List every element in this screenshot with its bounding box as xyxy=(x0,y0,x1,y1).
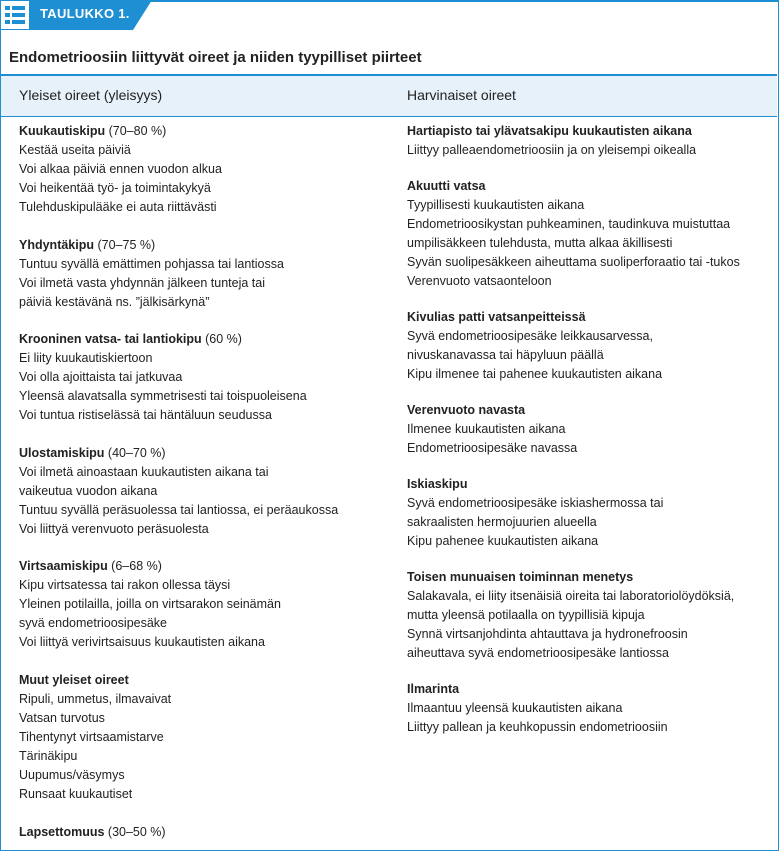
symptom-detail: Liittyy palleaendometrioosiin ja on yleisempi oikealla xyxy=(407,143,697,157)
symptom-section xyxy=(407,122,772,160)
header-common-symptoms: Yleiset oireet (yleisyys) xyxy=(19,87,163,103)
symptom-heading xyxy=(19,823,389,842)
symptom-section xyxy=(19,444,389,539)
symptom-prevalence: (70–80 %) xyxy=(105,124,167,138)
symptom-detail: nivuskanavassa tai häpyluun päällä xyxy=(407,348,604,362)
symptom-section xyxy=(19,122,389,217)
symptom-detail: aiheuttava syvä endometrioosipesäke lantiossa xyxy=(407,646,669,660)
symptom-heading xyxy=(407,680,772,699)
symptom-prevalence: (70–75 %) xyxy=(94,237,156,252)
symptom-section xyxy=(407,568,772,663)
symptom-detail: mutta yleensä potilaalla on tyypillisiä kipuja xyxy=(407,608,645,622)
symptom-detail: Ilmenee kuukautisten aikana xyxy=(407,422,566,436)
symptom-detail: Tulehduskipulääke ei auta riittävästi xyxy=(19,200,217,214)
symptom-heading xyxy=(19,671,389,690)
symptom-heading xyxy=(407,177,772,196)
symptom-detail: Voi alkaa päiviä ennen vuodon alkua xyxy=(19,162,222,176)
symptom-heading xyxy=(407,568,772,587)
symptom-name: Akuutti vatsa xyxy=(407,179,486,193)
symptom-section xyxy=(19,236,389,312)
symptom-name: Krooninen vatsa- tai lantiokipu xyxy=(19,332,202,347)
header-top-rule xyxy=(1,74,777,76)
symptom-detail: Tuntuu syvällä peräsuolessa tai lantiossa, ei peräaukossa xyxy=(19,502,339,517)
symptom-section xyxy=(19,671,389,804)
header-bottom-rule xyxy=(1,116,777,117)
symptom-detail: Tyypillisesti kuukautisten aikana xyxy=(407,198,585,212)
symptom-heading xyxy=(19,122,389,141)
symptom-detail: Ilmaantuu yleensä kuukautisten aikana xyxy=(407,701,623,715)
symptom-detail: Runsaat kuukautiset xyxy=(19,786,133,801)
symptom-name: Ulostamiskipu xyxy=(19,445,105,460)
symptom-section xyxy=(407,401,772,458)
symptom-detail: Kipu virtsatessa tai rakon ollessa täysi xyxy=(19,578,231,593)
symptom-prevalence: (40–70 %) xyxy=(104,445,166,460)
symptom-detail: päiviä kestävänä ns. ”jälkisärkynä” xyxy=(19,294,210,309)
symptom-detail: Liittyy pallean ja keuhkopussin endometrioosiin xyxy=(407,720,668,734)
symptom-detail: vaikeutua vuodon aikana xyxy=(19,483,158,498)
symptom-detail: sakraalisten hermojuurien alueella xyxy=(407,515,597,529)
symptom-detail: Salakavala, ei liity itsenäisiä oireita tai laboratoriolöydöksiä, xyxy=(407,589,735,603)
symptom-name: Muut yleiset oireet xyxy=(19,672,129,687)
symptom-prevalence: (60 %) xyxy=(201,332,242,347)
symptom-detail: Kestää useita päiviä xyxy=(19,143,131,157)
symptom-detail: Kipu pahenee kuukautisten aikana xyxy=(407,534,599,548)
header-rare-symptoms: Harvinaiset oireet xyxy=(407,87,516,103)
symptom-detail: Uupumus/väsymys xyxy=(19,767,125,782)
symptom-detail: Yleensä alavatsalla symmetrisesti tai toispuoleisena xyxy=(19,389,307,404)
symptom-detail: Voi heikentää työ- ja toimintakykyä xyxy=(19,181,211,195)
symptom-detail: Tuntuu syvällä emättimen pohjassa tai lantiossa xyxy=(19,256,284,271)
symptom-heading xyxy=(407,475,772,494)
table-list-icon xyxy=(0,0,30,30)
symptom-heading xyxy=(19,557,389,576)
symptom-detail: Ripuli, ummetus, ilmavaivat xyxy=(19,691,172,706)
symptom-detail: Ei liity kuukautiskiertoon xyxy=(19,351,153,366)
symptom-detail: Endometrioosikystan puhkeaminen, taudinkuva muistuttaa xyxy=(407,217,731,231)
symptom-prevalence: (6–68 %) xyxy=(107,559,162,574)
common-symptoms-column xyxy=(19,122,389,860)
symptom-heading xyxy=(407,401,772,420)
symptom-detail: Endometrioosipesäke navassa xyxy=(407,441,578,455)
symptom-detail: Tihentynyt virtsaamistarve xyxy=(19,729,164,744)
symptom-name: Lapsettomuus xyxy=(19,824,105,839)
symptom-name: Virtsaamiskipu xyxy=(19,559,108,574)
symptom-name: Verenvuoto navasta xyxy=(407,403,526,417)
symptom-detail: Tärinäkipu xyxy=(19,748,78,763)
symptom-section xyxy=(19,557,389,652)
rare-symptoms-column xyxy=(407,122,772,754)
symptom-detail: Syvä endometrioosipesäke iskiashermossa tai xyxy=(407,496,664,510)
symptom-section xyxy=(407,680,772,737)
symptom-name: Kivulias patti vatsanpeitteissä xyxy=(407,310,586,324)
symptom-name: Kuukautiskipu xyxy=(19,124,106,138)
symptom-detail: Verenvuoto vatsaonteloon xyxy=(407,274,552,288)
symptom-detail: Voi liittyä verenvuoto peräsuolesta xyxy=(19,521,209,536)
symptom-detail: Kipu ilmenee tai pahenee kuukautisten aikana xyxy=(407,367,663,381)
symptom-detail: Syvän suolipesäkkeen aiheuttama suoliperforaatio tai -tukos xyxy=(407,255,740,269)
symptom-heading xyxy=(19,444,389,463)
symptom-heading xyxy=(407,308,772,327)
symptom-name: Yhdyntäkipu xyxy=(19,237,95,252)
symptom-name: Toisen munuaisen toiminnan menetys xyxy=(407,570,634,584)
symptom-name: Iskiaskipu xyxy=(407,477,468,491)
symptom-detail: syvä endometrioosipesäke xyxy=(19,616,167,631)
symptom-prevalence: (30–50 %) xyxy=(104,824,166,839)
symptom-name: Hartiapisto tai ylävatsakipu kuukautisten aikana xyxy=(407,124,692,138)
symptom-detail: Voi ilmetä ainoastaan kuukautisten aikana tai xyxy=(19,464,269,479)
symptom-detail: Synnä virtsanjohdinta ahtauttava ja hydronefroosin xyxy=(407,627,688,641)
symptom-detail: Voi olla ajoittaista tai jatkuvaa xyxy=(19,370,183,385)
symptom-heading xyxy=(407,122,772,141)
symptom-detail: Voi tuntua ristiselässä tai häntäluun seudussa xyxy=(19,408,272,423)
symptom-section xyxy=(407,475,772,551)
symptom-section xyxy=(407,177,772,291)
symptom-section xyxy=(19,330,389,425)
symptom-heading xyxy=(19,236,389,255)
symptom-detail: Voi ilmetä vasta yhdynnän jälkeen tunteja tai xyxy=(19,275,265,290)
badge-rule xyxy=(140,0,779,2)
symptom-section xyxy=(19,823,389,842)
symptom-detail: Syvä endometrioosipesäke leikkausarvessa, xyxy=(407,329,653,343)
symptom-heading xyxy=(19,330,389,349)
symptom-name: Ilmarinta xyxy=(407,682,460,696)
table-title: Endometrioosiin liittyvät oireet ja niiden tyypilliset piirteet xyxy=(9,49,422,66)
badge-label: TAULUKKO 1. xyxy=(40,6,130,21)
symptom-detail: umpilisäkkeen tulehdusta, mutta alkaa äkillisesti xyxy=(407,236,673,250)
symptom-detail: Yleinen potilailla, joilla on virtsarakon seinämän xyxy=(19,597,281,612)
symptom-detail: Vatsan turvotus xyxy=(19,710,105,725)
symptom-detail: Voi liittyä verivirtsaisuus kuukautisten aikana xyxy=(19,635,265,650)
symptom-section xyxy=(407,308,772,384)
